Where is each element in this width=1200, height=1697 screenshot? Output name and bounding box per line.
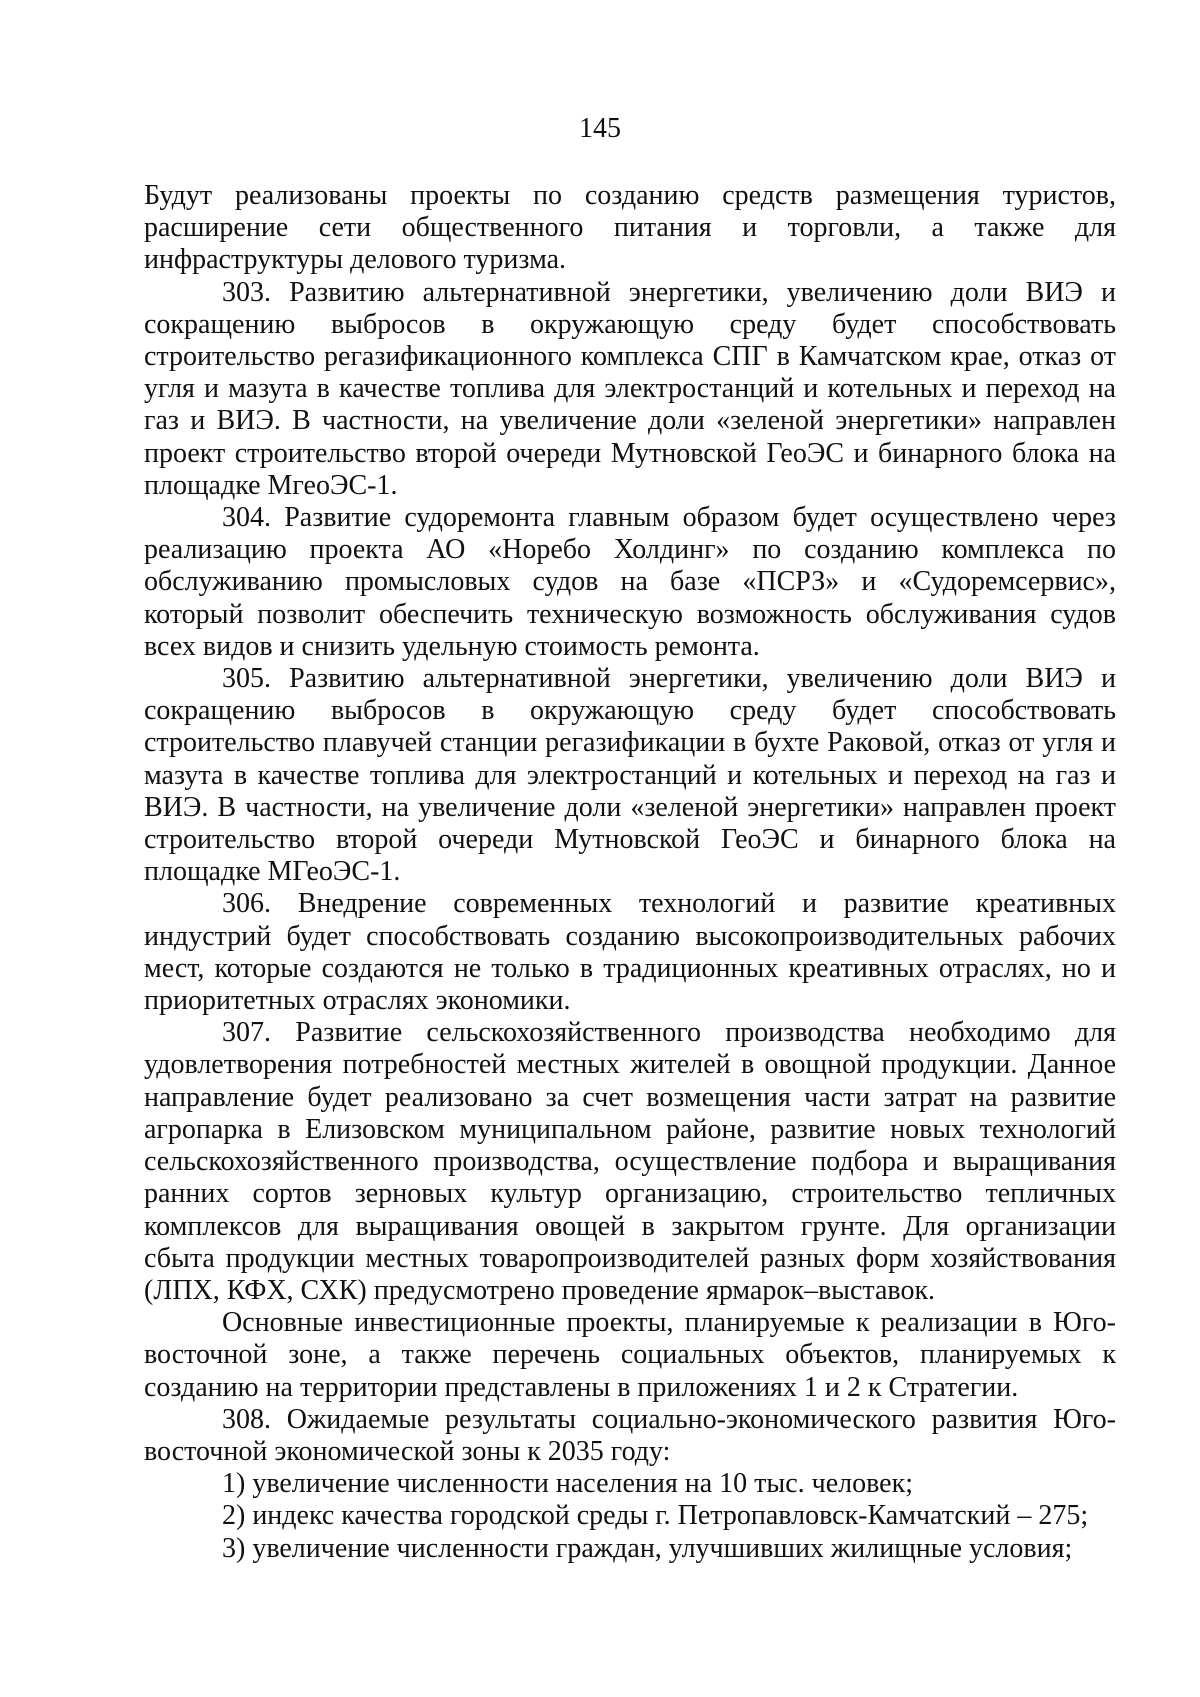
paragraph-intro: Будут реализованы проекты по созданию средств размещения туристов, расширение сети общественного питания и торговли, а также для инфраструктуры делового туризма. xyxy=(144,180,1116,276)
paragraph-306: 306. Внедрение современных технологий и развитие креативных индустрий будет способствовать созданию высокопроизводительных рабочих мест, которые создаются не только в традиционных креативных отраслях, но и приоритетных отраслях экономики. xyxy=(144,888,1116,1017)
paragraph-307: 307. Развитие сельскохозяйственного производства необходимо для удовлетворения потребностей местных жителей в овощной продукции. Данное направление будет реализовано за счет возмещения части затрат на развитие агропарка в Елизовском муниципальном районе, развитие новых технологий сельскохозяйственного производства, осуществление подбора и выращивания ранних сортов зерновых культур организацию, строительство тепличных комплексов для выращивания овощей в закрытом грунте. Для организации сбыта продукции местных товаропроизводителей разных форм хозяйствования (ЛПХ, КФХ, СХК) предусмотрено проведение ярмарок–выставок. xyxy=(144,1017,1116,1306)
paragraph-304: 304. Развитие судоремонта главным образом будет осуществлено через реализацию проекта АО «Норебо Холдинг» по созданию комплекса по обслуживанию промысловых судов на базе «ПСРЗ» и «Судоремсервис», который позволит обеспечить техническую возможность обслуживания судов всех видов и снизить удельную стоимость ремонта. xyxy=(144,502,1116,662)
list-item-3: 3) увеличение численности граждан, улучшивших жилищные условия; xyxy=(222,1532,1073,1564)
list-item-1: 1) увеличение численности населения на 10 тыс. человек; xyxy=(222,1468,913,1500)
page-number: 145 xyxy=(579,113,621,144)
list-item-2: 2) индекс качества городской среды г. Петропавловск-Камчатский – 275; xyxy=(222,1500,1089,1532)
paragraph-investment-projects: Основные инвестиционные проекты, планируемые к реализации в Юго-восточной зоне, а также перечень социальных объектов, планируемых к созданию на территории представлены в приложениях 1 и 2 к Стратегии. xyxy=(144,1307,1116,1403)
document-body xyxy=(144,180,1116,1565)
paragraph-303: 303. Развитию альтернативной энергетики, увеличению доли ВИЭ и сокращению выбросов в окружающую среду будет способствовать строительство регазификационного комплекса СПГ в Камчатском крае, отказ от угля и мазута в качестве топлива для электростанций и котельных и переход на газ и ВИЭ. В частности, на увеличение доли «зеленой энергетики» направлен проект строительство второй очереди Мутновской ГеоЭС и бинарного блока на площадке МгеоЭС-1. xyxy=(144,276,1116,501)
paragraph-308: 308. Ожидаемые результаты социально-экономического развития Юго-восточной экономической зоны к 2035 году: xyxy=(144,1403,1116,1467)
paragraph-305: 305. Развитию альтернативной энергетики, увеличению доли ВИЭ и сокращению выбросов в окружающую среду будет способствовать строительство плавучей станции регазификации в бухте Раковой, отказ от угля и мазута в качестве топлива для электростанций и котельных и переход на газ и ВИЭ. В частности, на увеличение доли «зеленой энергетики» направлен проект строительство второй очереди Мутновской ГеоЭС и бинарного блока на площадке МГеоЭС-1. xyxy=(144,663,1116,888)
